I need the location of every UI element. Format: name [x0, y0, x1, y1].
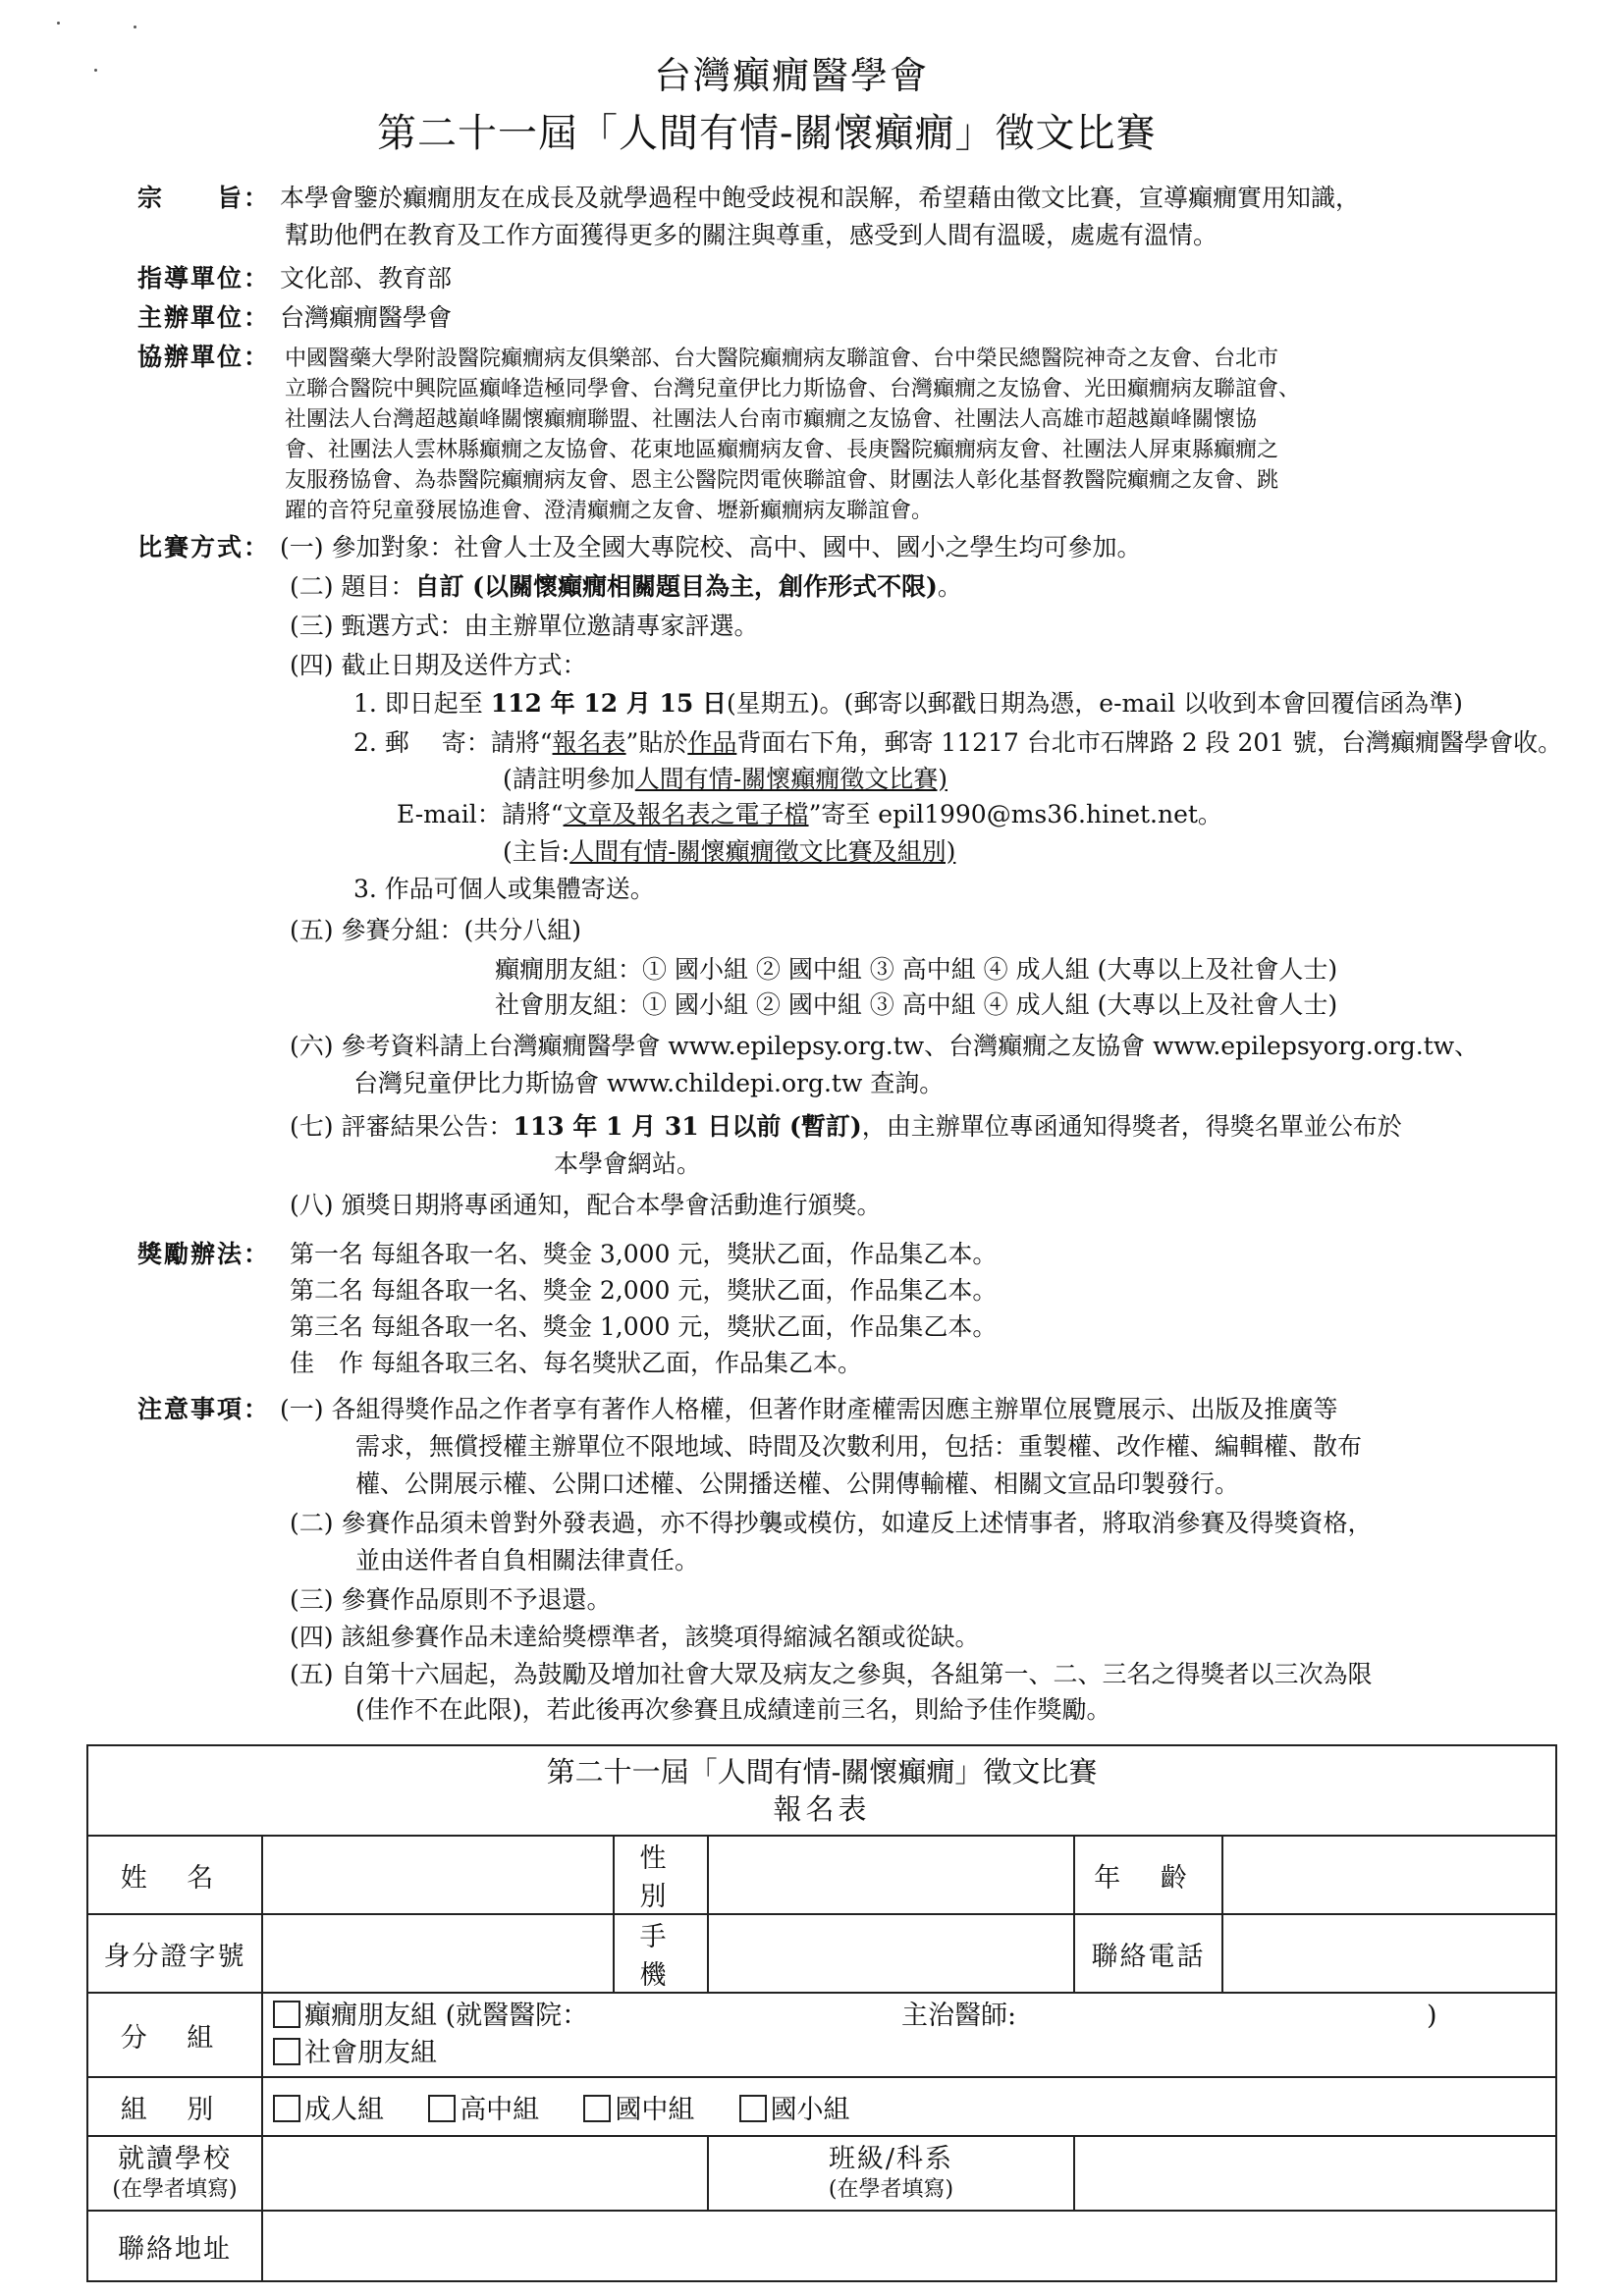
co-organizers-line: 躍的音符兒童發展協進會、澄清癲癇之友會、壢新癲癇病友聯誼會。	[285, 499, 934, 523]
scan-speck	[94, 69, 97, 72]
result-suffix: ，由主辦單位專函通知得獎者，得獎名單並公布於	[861, 1112, 1402, 1141]
address-label: 聯絡地址	[87, 2211, 262, 2281]
method-label: 比賽方式：	[137, 533, 271, 561]
awards-label: 獎勵辦法：	[137, 1240, 271, 1268]
purpose-label: 宗 旨：	[137, 184, 271, 212]
id-number-label: 身分證字號	[87, 1914, 262, 1993]
award-first: 第一名 每組各取一名、獎金 3,000 元，獎狀乙面，作品集乙本。	[290, 1240, 998, 1268]
method-item2-suffix: 。	[937, 572, 962, 601]
group-label: 分 組	[87, 1993, 262, 2077]
method-item8: (八) 頒獎日期將專函通知，配合本學會活動進行頒獎。	[290, 1191, 882, 1219]
mobile-label: 手 機	[614, 1914, 708, 1993]
org-title: 台灣癲癇醫學會	[654, 54, 930, 97]
mail-text-b: ”貼於	[625, 728, 688, 757]
social-group-label: 社會朋友組	[304, 2038, 437, 2068]
epilepsy-group-label: 癲癇朋友組 (就醫醫院：	[304, 2001, 589, 2031]
award-second: 第二名 每組各取一名、獎金 2,000 元，獎狀乙面，作品集乙本。	[290, 1276, 998, 1305]
category-adult-checkbox[interactable]	[273, 2095, 300, 2122]
method-item2-bold: 自訂 (以關懷癲癇相關題目為主，創作形式不限)	[414, 572, 938, 601]
mobile-input-cell[interactable]	[708, 1914, 1074, 1993]
award-third: 第三名 每組各取一名、獎金 1,000 元，獎狀乙面，作品集乙本。	[290, 1312, 998, 1341]
group-social-friends: 社會朋友組：① 國小組 ② 國中組 ③ 高中組 ④ 成人組 (大專以上及社會人士)	[495, 990, 1338, 1019]
category-junior-label: 國中組	[615, 2094, 695, 2125]
name-input-cell[interactable]	[262, 1836, 614, 1914]
note3: (三) 參賽作品原則不予退還。	[290, 1585, 612, 1614]
note2-line1: (二) 參賽作品須未曾對外發表過，亦不得抄襲或模仿，如違反上述情事者，將取消參賽及得獎資格，	[290, 1509, 1373, 1537]
note2-line2: 並由送件者自負相關法律責任。	[355, 1546, 700, 1575]
mail-note-underlined: 人間有情-關懷癲癇徵文比賽)	[634, 765, 947, 793]
result-date: 113 年 1 月 31 日以前 (暫訂)	[513, 1112, 862, 1141]
method-item4: (四) 截止日期及送件方式：	[290, 651, 587, 679]
social-group-checkbox[interactable]	[273, 2038, 300, 2065]
form-subtitle: 報名表	[773, 1792, 871, 1826]
note5-line1: (五) 自第十六屆起，為鼓勵及增加社會大眾及病友之參與，各組第一、二、三名之得獎者以三次為限	[290, 1660, 1373, 1688]
purpose-text-line1: 本學會鑒於癲癇朋友在成長及就學過程中飽受歧視和誤解，希望藉由徵文比賽，宣導癲癇實用知識，	[280, 184, 1361, 212]
note4: (四) 該組參賽作品未達給獎標準者，該獎項得縮減名額或從缺。	[290, 1623, 980, 1651]
deadline-suffix: (星期五)。(郵寄以郵戳日期為憑，e-mail 以收到本會回覆信函為準)	[727, 689, 1463, 718]
contest-title: 第二十一屆「人間有情-關懷癲癇」徵文比賽	[377, 111, 1157, 156]
gender-label: 性 別	[614, 1836, 708, 1914]
group-option-social-row	[273, 2035, 1545, 2072]
co-organizers-line: 友服務協會、為恭醫院癲癇病友會、恩主公醫院閃電俠聯誼會、財團法人彰化基督教醫院癲癇之友會、跳	[285, 468, 1279, 493]
result-prefix: (七) 評審結果公告：	[290, 1112, 514, 1141]
category-adult-label: 成人組	[304, 2094, 384, 2125]
notes-label: 注意事項：	[137, 1395, 271, 1423]
method-item5: (五) 參賽分組：(共分八組)	[290, 916, 581, 944]
category-junior-checkbox[interactable]	[583, 2095, 611, 2122]
category-high-label: 高中組	[460, 2094, 540, 2125]
registration-form	[86, 1744, 1557, 2282]
mail-text-a: 2. 郵 寄：請將“	[353, 728, 553, 757]
method-item4-2	[353, 725, 1562, 761]
note1-line1: (一) 各組得獎作品之作者享有著作人格權，但著作財產權需因應主辦單位展覽展示、出版及推廣等	[280, 1395, 1338, 1423]
method-item3: (三) 甄選方式：由主辦單位邀請專家評選。	[290, 612, 759, 640]
email-file-text: 文章及報名表之電子檔	[563, 800, 809, 828]
mail-text-c: 背面右下角，郵寄 11217 台北市石牌路 2 段 201 號，台灣癲癇醫學會收。	[736, 728, 1563, 757]
email-address: ”寄至 epil1990@ms36.hinet.net。	[808, 800, 1222, 828]
group-option-epilepsy-row	[273, 1998, 1545, 2035]
form-header	[87, 1745, 1556, 1836]
name-label: 姓 名	[87, 1836, 262, 1914]
class-label: 班級/科系	[828, 2144, 954, 2174]
class-input-cell[interactable]	[1074, 2136, 1556, 2211]
class-label-cell	[708, 2136, 1074, 2211]
category-options-cell	[262, 2077, 1556, 2136]
age-input-cell[interactable]	[1222, 1836, 1556, 1914]
co-organizers-list	[285, 344, 1300, 526]
group-options-cell	[262, 1993, 1556, 2077]
category-elementary-checkbox[interactable]	[739, 2095, 767, 2122]
email-line	[397, 797, 1222, 832]
school-note: (在學者填寫)	[112, 2177, 238, 2202]
form-title: 第二十一屆「人間有情-關懷癲癇」徵文比賽	[546, 1755, 1098, 1789]
school-label: 就讀學校	[118, 2144, 232, 2174]
scan-speck	[134, 26, 136, 28]
purpose-text-line2: 幫助他們在教育及工作方面獲得更多的關注與尊重，感受到人間有溫暖，處處有溫情。	[285, 221, 1218, 249]
category-elementary-label: 國小組	[770, 2094, 850, 2125]
guidance-value: 文化部、教育部	[280, 264, 453, 293]
organizer-label: 主辦單位：	[137, 303, 271, 332]
award-honorable: 佳 作 每組各取三名、每名獎狀乙面，作品集乙本。	[290, 1349, 862, 1377]
method-item7-line2: 本學會網站。	[554, 1149, 702, 1178]
address-input-cell[interactable]	[262, 2211, 1556, 2281]
age-label: 年 齡	[1074, 1836, 1222, 1914]
mail-work: 作品	[687, 728, 737, 757]
co-organizers-label: 協辦單位：	[137, 343, 271, 371]
doctor-label: 主治醫師:	[901, 2001, 1017, 2031]
organizer-value: 台灣癲癇醫學會	[280, 303, 453, 332]
mail-note-prefix: (請註明參加	[503, 765, 635, 793]
method-item7	[290, 1109, 1402, 1145]
note5-line2: (佳作不在此限)，若此後再次參賽且成績達前三名，則給予佳作獎勵。	[355, 1695, 1111, 1724]
method-item4-3: 3. 作品可個人或集體寄送。	[353, 875, 655, 903]
method-item6-line2: 台灣兒童伊比力斯協會 www.childepi.org.tw 查詢。	[353, 1069, 945, 1097]
method-item6-line1: (六) 參考資料請上台灣癲癇醫學會 www.epilepsy.org.tw、台灣癲癇之友協會 www.epilepsyorg.org.tw、	[290, 1032, 1480, 1060]
gender-input-cell[interactable]	[708, 1836, 1074, 1914]
class-note: (在學者填寫)	[828, 2177, 954, 2202]
group-epilepsy-friends: 癲癇朋友組：① 國小組 ② 國中組 ③ 高中組 ④ 成人組 (大專以上及社會人士)	[495, 955, 1338, 984]
mail-note	[503, 762, 947, 797]
category-label: 組 別	[87, 2077, 262, 2136]
method-item2-prefix: (二) 題目：	[290, 572, 415, 601]
method-item1: (一) 參加對象：社會人士及全國大專院校、高中、國中、國小之學生均可參加。	[280, 533, 1142, 561]
phone-label: 聯絡電話	[1074, 1914, 1222, 1993]
co-organizers-line: 中國醫藥大學附設醫院癲癇病友俱樂部、台大醫院癲癇病友聯誼會、台中榮民總醫院神奇之友會、台北市	[285, 347, 1279, 371]
deadline-prefix: 1. 即日起至	[353, 689, 491, 718]
email-note	[503, 834, 955, 870]
category-high-checkbox[interactable]	[428, 2095, 456, 2122]
email-text-a: E-mail：請將“	[397, 800, 564, 828]
co-organizers-line: 立聯合醫院中興院區癲峰造極同學會、台灣兒童伊比力斯協會、台灣癲癇之友協會、光田癲癇病友聯誼會、	[285, 377, 1301, 401]
close-paren: )	[1427, 2001, 1437, 2031]
guidance-label: 指導單位：	[137, 264, 271, 293]
method-item4-1	[353, 686, 1463, 721]
epilepsy-group-checkbox[interactable]	[273, 2001, 300, 2028]
co-organizers-line: 社團法人台灣超越巔峰關懷癲癇聯盟、社團法人台南市癲癇之友協會、社團法人高雄市超越巔峰關懷協	[285, 407, 1258, 432]
school-input-cell[interactable]	[262, 2136, 708, 2211]
deadline-date: 112 年 12 月 15 日	[490, 689, 728, 718]
phone-input-cell[interactable]	[1222, 1914, 1556, 1993]
scan-speck	[57, 22, 60, 25]
id-number-input-cell[interactable]	[262, 1914, 614, 1993]
note1-line2: 需求，無償授權主辦單位不限地域、時間及次數利用，包括：重製權、改作權、編輯權、散布	[355, 1432, 1363, 1461]
method-item2	[290, 569, 962, 605]
email-note-prefix: (主旨:	[503, 837, 570, 866]
school-label-cell	[87, 2136, 262, 2211]
note1-line3: 權、公開展示權、公開口述權、公開播送權、公開傳輸權、相關文宣品印製發行。	[355, 1469, 1240, 1498]
co-organizers-line: 會、社團法人雲林縣癲癇之友協會、花東地區癲癇病友會、長庚醫院癲癇病友會、社團法人屏東縣癲癇之	[285, 438, 1279, 462]
mail-registration-form: 報名表	[552, 728, 626, 757]
email-note-underlined: 人間有情-關懷癲癇徵文比賽及組別)	[569, 837, 956, 866]
